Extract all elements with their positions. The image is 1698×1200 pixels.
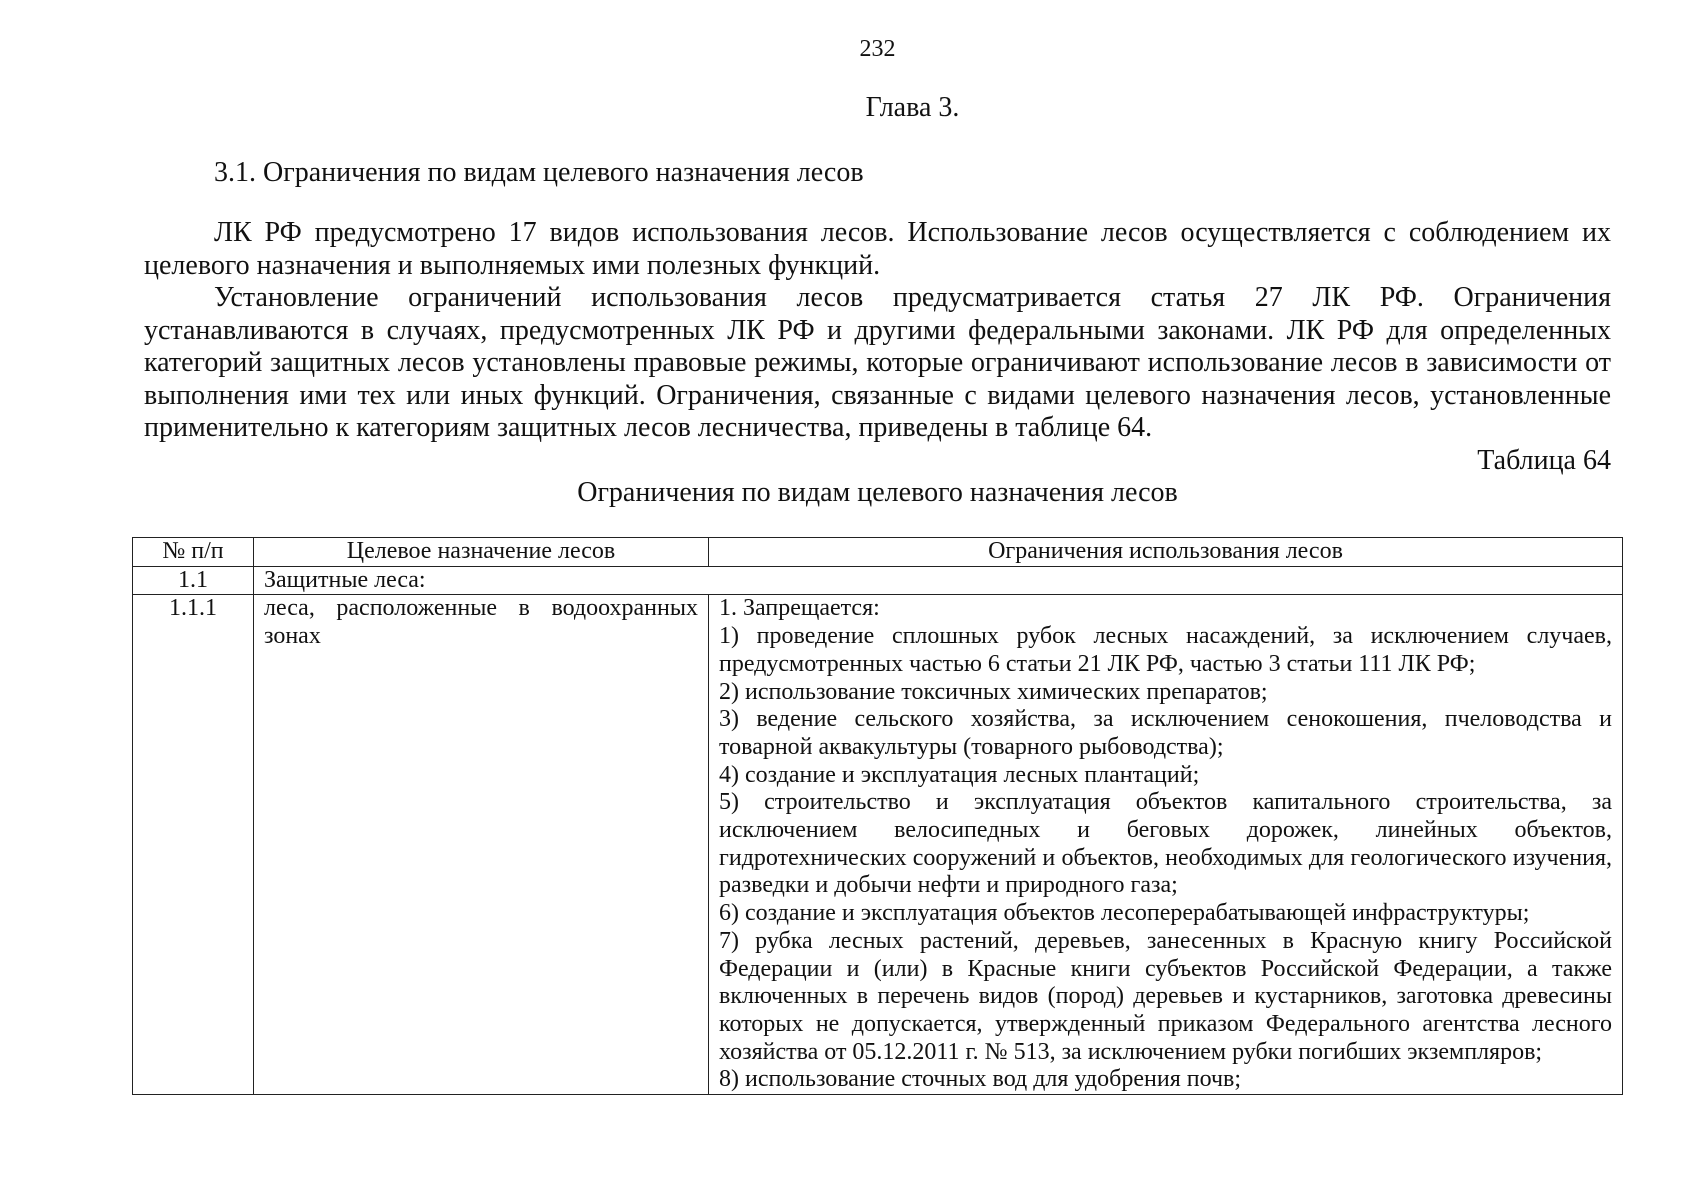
- restriction-item: 3) ведение сельского хозяйства, за исключением сенокошения, пчеловодства и товарной аквакультуры (товарного рыбоводства);: [719, 706, 1612, 760]
- row-number: 1.1: [133, 566, 254, 595]
- table-row: [133, 566, 1623, 595]
- restriction-item: 5) строительство и эксплуатация объектов капитального строительства, за исключением велосипедных и беговых дорожек, линейных объектов, гидротехнических сооружений и объектов, необходимых для геологического изучения, разведки и добычи нефти и природного газа;: [719, 789, 1612, 899]
- row-number: 1.1.1: [133, 595, 254, 1095]
- restriction-item: 1) проведение сплошных рубок лесных насаждений, за исключением случаев, предусмотренных частью 6 статьи 21 ЛК РФ, частью 3 статьи 111 ЛК РФ;: [719, 623, 1612, 677]
- restriction-item: 1. Запрещается:: [719, 595, 880, 622]
- forest-purpose-cell: леса, расположенные в водоохранных зонах: [254, 595, 709, 1095]
- section-heading: 3.1. Ограничения по видам целевого назначения лесов: [214, 157, 864, 188]
- body-paragraph: ЛК РФ предусмотрено 17 видов использования лесов. Использование лесов осуществляется с соблюдением их целевого назначения и выполняемых ими полезных функций.: [144, 217, 1611, 281]
- table-label: Таблица 64: [1477, 444, 1611, 476]
- category-cell: Защитные леса:: [254, 566, 1623, 595]
- chapter-heading: Глава 3.: [865, 92, 960, 123]
- restriction-item: 8) использование сточных вод для удобрения почв;: [719, 1066, 1242, 1093]
- column-header-restrictions: Ограничения использования лесов: [709, 538, 1623, 567]
- restriction-item: 6) создание и эксплуатация объектов лесоперерабатывающей инфраструктуры;: [719, 900, 1530, 927]
- table-row: [133, 595, 1623, 1095]
- table-title: Ограничения по видам целевого назначения лесов: [577, 477, 1178, 508]
- body-paragraph: Установление ограничений использования лесов предусматривается статья 27 ЛК РФ. Ограничения устанавливаются в случаях, предусмотренных ЛК РФ и другими федеральными законами. ЛК РФ для определенных категорий защитных лесов установлены правовые режимы, которые ограничивают использование лесов в зависимости от выполнения ими тех или иных функций. Ограничения, связанные с видами целевого назначения лесов, установленные применительно к категориям защитных лесов лесничества, приведены в таблице 64.: [144, 282, 1611, 443]
- page-content: [144, 35, 1611, 1095]
- column-header-number: № п/п: [133, 538, 254, 567]
- column-header-purpose: Целевое назначение лесов: [254, 538, 709, 567]
- restriction-item: 2) использование токсичных химических препаратов;: [719, 678, 1268, 705]
- table-header-row: [133, 538, 1623, 567]
- restriction-item: 7) рубка лесных растений, деревьев, занесенных в Красную книгу Российской Федерации и (или) в Красные книги субъектов Российской Федерации, а также включенных в перечень видов (пород) деревьев и кустарников, заготовка древесины которых не допускается, утвержденный приказом Федерального агентства лесного хозяйства от 05.12.2011 г. № 513, за исключением рубки погибших экземпляров;: [719, 927, 1612, 1065]
- restriction-item: 4) создание и эксплуатация лесных плантаций;: [719, 761, 1200, 788]
- restrictions-cell: [709, 595, 1623, 1095]
- restrictions-table: [132, 537, 1623, 1095]
- page-number: 232: [859, 36, 896, 62]
